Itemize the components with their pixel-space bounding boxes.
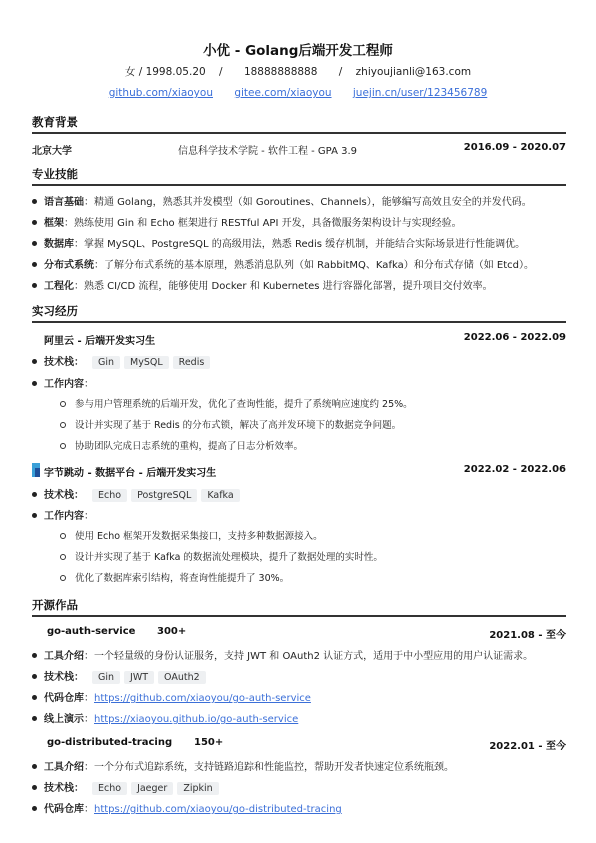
section-divider <box>32 321 566 323</box>
tech-tag: Redis <box>173 356 211 369</box>
project-name: go-auth-service <box>47 626 136 637</box>
intro-text: 一个分布式追踪系统，支持链路追踪和性能监控，帮助开发者快速定位系统瓶颈。 <box>94 762 454 773</box>
job-title: 字节跳动 - 数据平台 - 后端开发实习生 <box>44 468 217 479</box>
job-stack <box>32 353 214 369</box>
repo-link[interactable]: https://github.com/xiaoyou/go-auth-service <box>94 693 311 704</box>
project-intro <box>32 647 533 662</box>
colon: ： <box>74 490 84 501</box>
bullet-circle <box>60 575 66 581</box>
skill-label: 数据库 <box>44 239 74 250</box>
skill-item <box>32 277 493 292</box>
job-task <box>60 438 303 452</box>
project-period: 2022.01 - 至今 <box>489 741 566 752</box>
projects-heading: 开源作品 <box>32 598 78 612</box>
bullet-dot <box>32 262 37 267</box>
colon: ： <box>84 804 94 815</box>
job-task <box>60 570 289 584</box>
skill-text: ：熟悉 CI/CD 流程，能够使用 Docker 和 Kubernetes 进行容器化部署，提升项目交付效率。 <box>74 281 493 292</box>
colon: ： <box>84 714 94 725</box>
colon: ： <box>84 379 94 390</box>
task-text: 设计并实现了基于 Kafka 的数据流处理模块，提升了数据处理的实时性。 <box>75 552 383 563</box>
task-text: 使用 Echo 框架开发数据采集接口，支持多种数据源接入。 <box>75 531 323 542</box>
skill-item <box>32 235 525 250</box>
separator: / <box>219 66 223 78</box>
bullet-dot <box>32 653 37 658</box>
content-label: 工作内容 <box>44 379 84 390</box>
job-title: 阿里云 - 后端开发实习生 <box>44 336 156 347</box>
school-name: 北京大学 <box>32 146 72 157</box>
tech-tag: Jaeger <box>131 782 173 795</box>
tech-tag: PostgreSQL <box>131 489 197 502</box>
section-divider <box>32 132 566 134</box>
stack-label: 技术栈 <box>44 672 74 683</box>
company-logo-icon <box>32 463 40 477</box>
education-detail: 信息科学技术学院 - 软件工程 - GPA 3.9 <box>178 146 357 157</box>
job-task <box>60 549 383 563</box>
skill-item <box>32 193 532 208</box>
section-divider <box>32 184 566 186</box>
repo-link[interactable]: https://github.com/xiaoyou/go-distributed-tracing <box>94 804 342 815</box>
bullet-circle <box>60 401 66 407</box>
bullet-dot <box>32 513 37 518</box>
colon: ： <box>84 651 94 662</box>
skill-label: 框架 <box>44 218 64 229</box>
phone-number: 18888888888 <box>243 66 318 78</box>
bullet-dot <box>32 199 37 204</box>
tech-tag: Gin <box>92 671 120 684</box>
skill-label: 语言基础 <box>44 197 84 208</box>
job-task <box>60 396 413 410</box>
colon: ： <box>84 762 94 773</box>
project-stars: 300+ <box>157 626 187 637</box>
project-stack <box>32 779 223 795</box>
bullet-dot <box>32 674 37 679</box>
project-stars: 150+ <box>194 737 224 748</box>
section-divider <box>32 615 566 617</box>
stack-label: 技术栈 <box>44 357 74 368</box>
stack-label: 技术栈 <box>44 490 74 501</box>
repo-label: 代码仓库 <box>44 804 84 815</box>
tech-tag: Zipkin <box>177 782 218 795</box>
skill-text: ：掌握 MySQL、PostgreSQL 的高级用法，熟悉 Redis 缓存机制，并能结合实际场景进行性能调优。 <box>74 239 526 250</box>
job-task <box>60 528 323 542</box>
demo-label: 线上演示 <box>44 714 84 725</box>
skill-label: 工程化 <box>44 281 74 292</box>
tech-tag: Echo <box>92 489 127 502</box>
project-period: 2021.08 - 至今 <box>489 630 566 641</box>
job-stack <box>32 486 244 502</box>
skill-item <box>32 256 534 271</box>
contact-info <box>0 64 596 79</box>
juejin-link[interactable]: juejin.cn/user/123456789 <box>352 87 488 99</box>
job-task <box>60 417 401 431</box>
bullet-dot <box>32 359 37 364</box>
tech-tag: MySQL <box>124 356 169 369</box>
project-name: go-distributed-tracing <box>47 737 173 748</box>
skill-text: ：精通 Golang，熟悉其并发模型（如 Goroutines、Channels），能够编写高效且安全的并发代码。 <box>84 197 532 208</box>
separator: / <box>338 66 343 78</box>
task-text: 参与用户管理系统的后端开发，优化了查询性能，提升了系统响应速度约 25%。 <box>75 399 413 410</box>
bullet-circle <box>60 554 66 560</box>
bullet-dot <box>32 220 37 225</box>
project-intro <box>32 758 454 773</box>
job-period: 2022.06 - 2022.09 <box>463 332 566 343</box>
task-text: 设计并实现了基于 Redis 的分布式锁，解决了高并发环境下的数据竞争问题。 <box>75 420 402 431</box>
colon: ： <box>84 511 94 522</box>
candidate-name: 小优 - Golang后端开发工程师 <box>203 43 393 59</box>
intro-label: 工具介绍 <box>44 762 84 773</box>
internship-heading: 实习经历 <box>32 304 78 318</box>
bullet-dot <box>32 241 37 246</box>
repo-label: 代码仓库 <box>44 693 84 704</box>
skills-heading: 专业技能 <box>32 167 78 181</box>
tech-tag: Gin <box>92 356 120 369</box>
bullet-dot <box>32 381 37 386</box>
education-heading: 教育背景 <box>32 115 78 129</box>
colon: ： <box>74 357 84 368</box>
project-repo <box>32 800 342 815</box>
colon: ： <box>84 693 94 704</box>
bullet-dot <box>32 764 37 769</box>
intro-text: 一个轻量级的身份认证服务，支持 JWT 和 OAuth2 认证方式，适用于中小型应用的用户认证需求。 <box>94 651 534 662</box>
education-period: 2016.09 - 2020.07 <box>463 142 566 153</box>
gender-birth: 女 / 1998.05.20 <box>124 66 206 78</box>
bullet-circle <box>60 533 66 539</box>
bullet-dot <box>32 716 37 721</box>
job-content-label <box>32 507 94 522</box>
bullet-dot <box>32 492 37 497</box>
bullet-dot <box>32 806 37 811</box>
colon: ： <box>74 672 84 683</box>
content-label: 工作内容 <box>44 511 84 522</box>
bullet-dot <box>32 785 37 790</box>
bullet-dot <box>32 283 37 288</box>
profile-links <box>0 87 596 99</box>
email-address: zhiyoujianli@163.com <box>355 66 472 78</box>
github-link[interactable]: github.com/xiaoyou <box>108 87 213 99</box>
colon: ： <box>74 783 84 794</box>
skill-text: ：了解分布式系统的基本原理，熟悉消息队列（如 RabbitMQ、Kafka）和分布式存储（如 Etcd）。 <box>94 260 534 271</box>
bullet-dot <box>32 695 37 700</box>
bullet-circle <box>60 422 66 428</box>
gitee-link[interactable]: gitee.com/xiaoyou <box>234 87 332 99</box>
job-content-label <box>32 375 94 390</box>
task-text: 优化了数据库索引结构，将查询性能提升了 30%。 <box>75 573 290 584</box>
tech-tag: JWT <box>124 671 154 684</box>
stack-label: 技术栈 <box>44 783 74 794</box>
intro-label: 工具介绍 <box>44 651 84 662</box>
bullet-circle <box>60 443 66 449</box>
tech-tag: Echo <box>92 782 127 795</box>
skill-text: ：熟练使用 Gin 和 Echo 框架进行 RESTful API 开发，具备微服务架构设计与实现经验。 <box>64 218 462 229</box>
project-demo <box>32 710 298 725</box>
skill-item <box>32 214 462 229</box>
project-repo <box>32 689 311 704</box>
demo-link[interactable]: https://xiaoyou.github.io/go-auth-service <box>94 714 299 725</box>
skill-label: 分布式系统 <box>44 260 94 271</box>
job-period: 2022.02 - 2022.06 <box>463 464 566 475</box>
task-text: 协助团队完成日志系统的重构，提高了日志分析效率。 <box>75 441 304 452</box>
tech-tag: OAuth2 <box>158 671 206 684</box>
project-stack <box>32 668 210 684</box>
tech-tag: Kafka <box>201 489 239 502</box>
